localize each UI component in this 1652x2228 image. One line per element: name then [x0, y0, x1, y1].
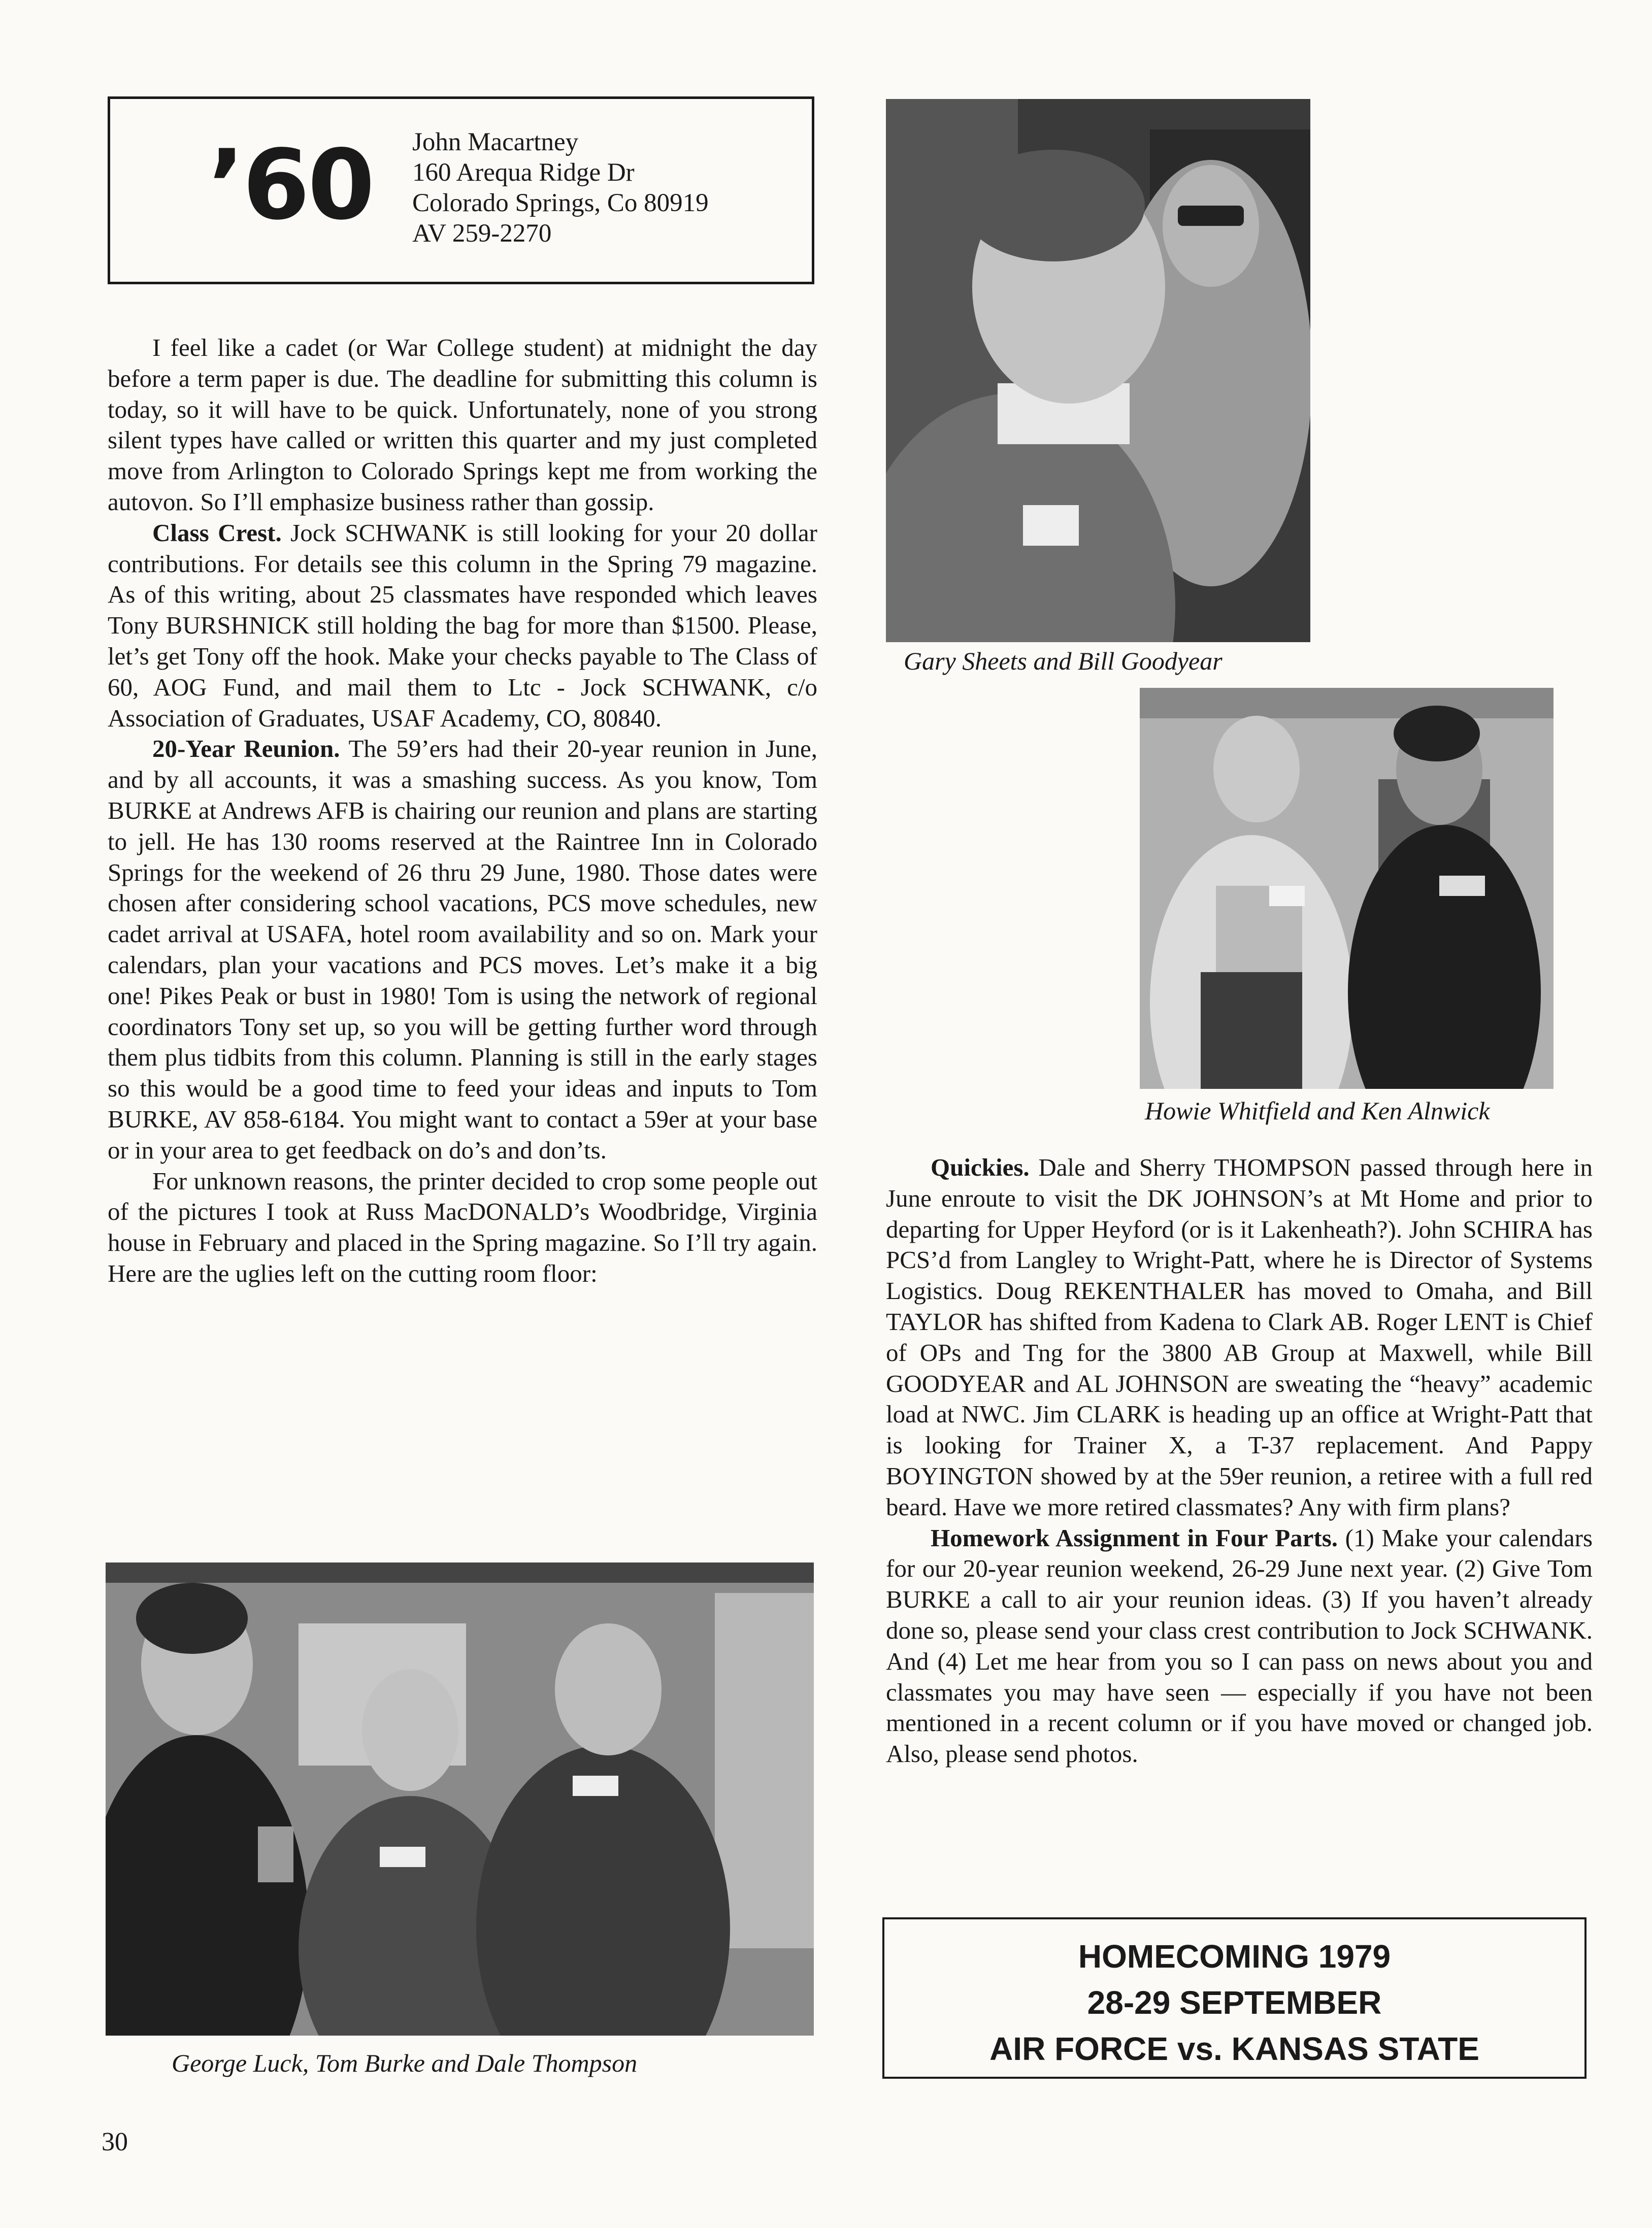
left-column-text [108, 332, 817, 1289]
paragraph-class-crest [108, 518, 817, 734]
address-line-street: 160 Arequa Ridge Dr [412, 158, 635, 187]
paragraph-reunion [108, 734, 817, 1166]
paragraph-heading: 20-Year Reunion. [152, 735, 340, 763]
photo-whitfield-alnwick [1140, 688, 1554, 1089]
paragraph-quickies [886, 1152, 1593, 1523]
paragraph-body: Dale and Sherry THOMPSON passed through here in June enroute to visit the DK JOHNSON’s at Mt Home and prior to departing for Upper Heyford (or is it Lakenheath?). John SCHIRA has PCS’d from Langley to Wright-Patt, where he is Director of Systems Logistics. Doug REKENTHALER has moved to Omaha, and Bill TAYLOR has shifted from Kadena to Clark AB. Roger LENT is Chief of OPs and Tng for the 3800 AB Group at Maxwell, while Bill GOODYEAR and AL JOHNSON are sweating the “heavy” academic load at NWC. Jim CLARK is heading up an office at Wright-Patt that is looking for Trainer X, a T-37 replacement. And Pappy BOYINGTON showed by at the 59er reunion, a retiree with a full red beard. Have we more retired classmates? Any with firm plans? [886, 1153, 1593, 1521]
paragraph-heading: Homework Assignment in Four Parts. [931, 1523, 1338, 1552]
homecoming-announcement-box [882, 1917, 1587, 2079]
page-number: 30 [102, 2127, 128, 2156]
right-column-text [886, 1152, 1593, 1770]
paragraph-body: (1) Make your calendars for our 20-year reunion weekend, 26-29 June next year. (2) Give Tom BURKE a call to air your reunion ideas. (3) If you haven’t already done so, please send your class crest contribution to Jock SCHWANK. And (4) Let me hear from you so I can pass on news about you and classmates you may have seen — especially if you have not been mentioned in a recent column or if you have moved or changed job. Also, please send photos. [886, 1523, 1593, 1768]
paragraph-homework [886, 1523, 1593, 1770]
address-line-name: John Macartney [412, 128, 579, 156]
paragraph-body: The 59’ers had their 20-year reunion in June, and by all accounts, it was a smashing success. As you know, Tom BURKE at Andrews AFB is chairing our reunion and plans are starting to jell. He has 130 rooms reserved at the Raintree Inn in Colorado Springs for the weekend of 26 thru 29 June, 1980. Those dates were chosen after considering school vacations, PCS move schedules, new cadet arrival at USAFA, hotel room availability and so on. Mark your calendars, plan your vacations and PCS moves. Let’s make it a big one! Pikes Peak or bust in 1980! Tom is using the network of regional coordinators Tony set up, so you will be getting further word through them plus tidbits from this column. Planning is still in the early stages so this would be a good time to feed your ideas and inputs to Tom BURKE, AV 858-6184. You might want to contact a 59er at your base or in your area to get feedback on do’s and don’ts. [108, 735, 818, 1164]
class-header-box [108, 96, 814, 284]
address-line-phone: AV 259-2270 [412, 219, 552, 248]
paragraph-body: Jock SCHWANK is still looking for your 20 dollar contributions. For details see this column in the Spring 79 magazine. As of this writing, about 25 classmates have responded which leaves Tony BURSHNICK still holding the bag for more than $1500. Please, let’s get Tony off the hook. Make your checks payable to The Class of 60, AOG Fund, and mail them to Ltc - Jock SCHWANK, c/o Association of Graduates, USAF Academy, CO, 80840. [108, 518, 817, 732]
homecoming-dates: 28-29 SEPTEMBER [1087, 1984, 1382, 2021]
paragraph-intro [108, 332, 817, 518]
caption-whitfield-alnwick: Howie Whitfield and Ken Alnwick [1145, 1096, 1490, 1125]
caption-luck-burke-thompson: George Luck, Tom Burke and Dale Thompson [172, 2049, 638, 2077]
class-year: ’60 [208, 129, 373, 241]
paragraph-body: For unknown reasons, the printer decided to crop some people out of the pictures I took at Russ MacDONALD’s Woodbridge, Virginia house in February and placed in the Spring magazine. So I’ll try again. Here are the uglies left on the cutting room floor: [108, 1167, 817, 1287]
address-line-city: Colorado Springs, Co 80919 [412, 189, 709, 217]
photo-sheets-goodyear [886, 99, 1310, 642]
correspondent-address [412, 127, 709, 249]
paragraph-heading: Class Crest. [152, 518, 282, 547]
homecoming-game: AIR FORCE vs. KANSAS STATE [989, 2031, 1479, 2067]
paragraph-body: I feel like a cadet (or War College student) at midnight the day before a term paper is due. The deadline for submitting this column is today, so it will have to be quick. Unfortunately, none of you strong silent types have called or written this quarter and my just completed move from Arlington to Colorado Springs kept me from working the autovon. So I’ll emphasize business rather than gossip. [108, 334, 817, 516]
paragraph-printer [108, 1166, 817, 1289]
paragraph-heading: Quickies. [931, 1153, 1030, 1181]
caption-sheets-goodyear: Gary Sheets and Bill Goodyear [904, 647, 1223, 675]
photo-luck-burke-thompson [106, 1562, 814, 2036]
homecoming-title: HOMECOMING 1979 [1078, 1938, 1391, 1975]
